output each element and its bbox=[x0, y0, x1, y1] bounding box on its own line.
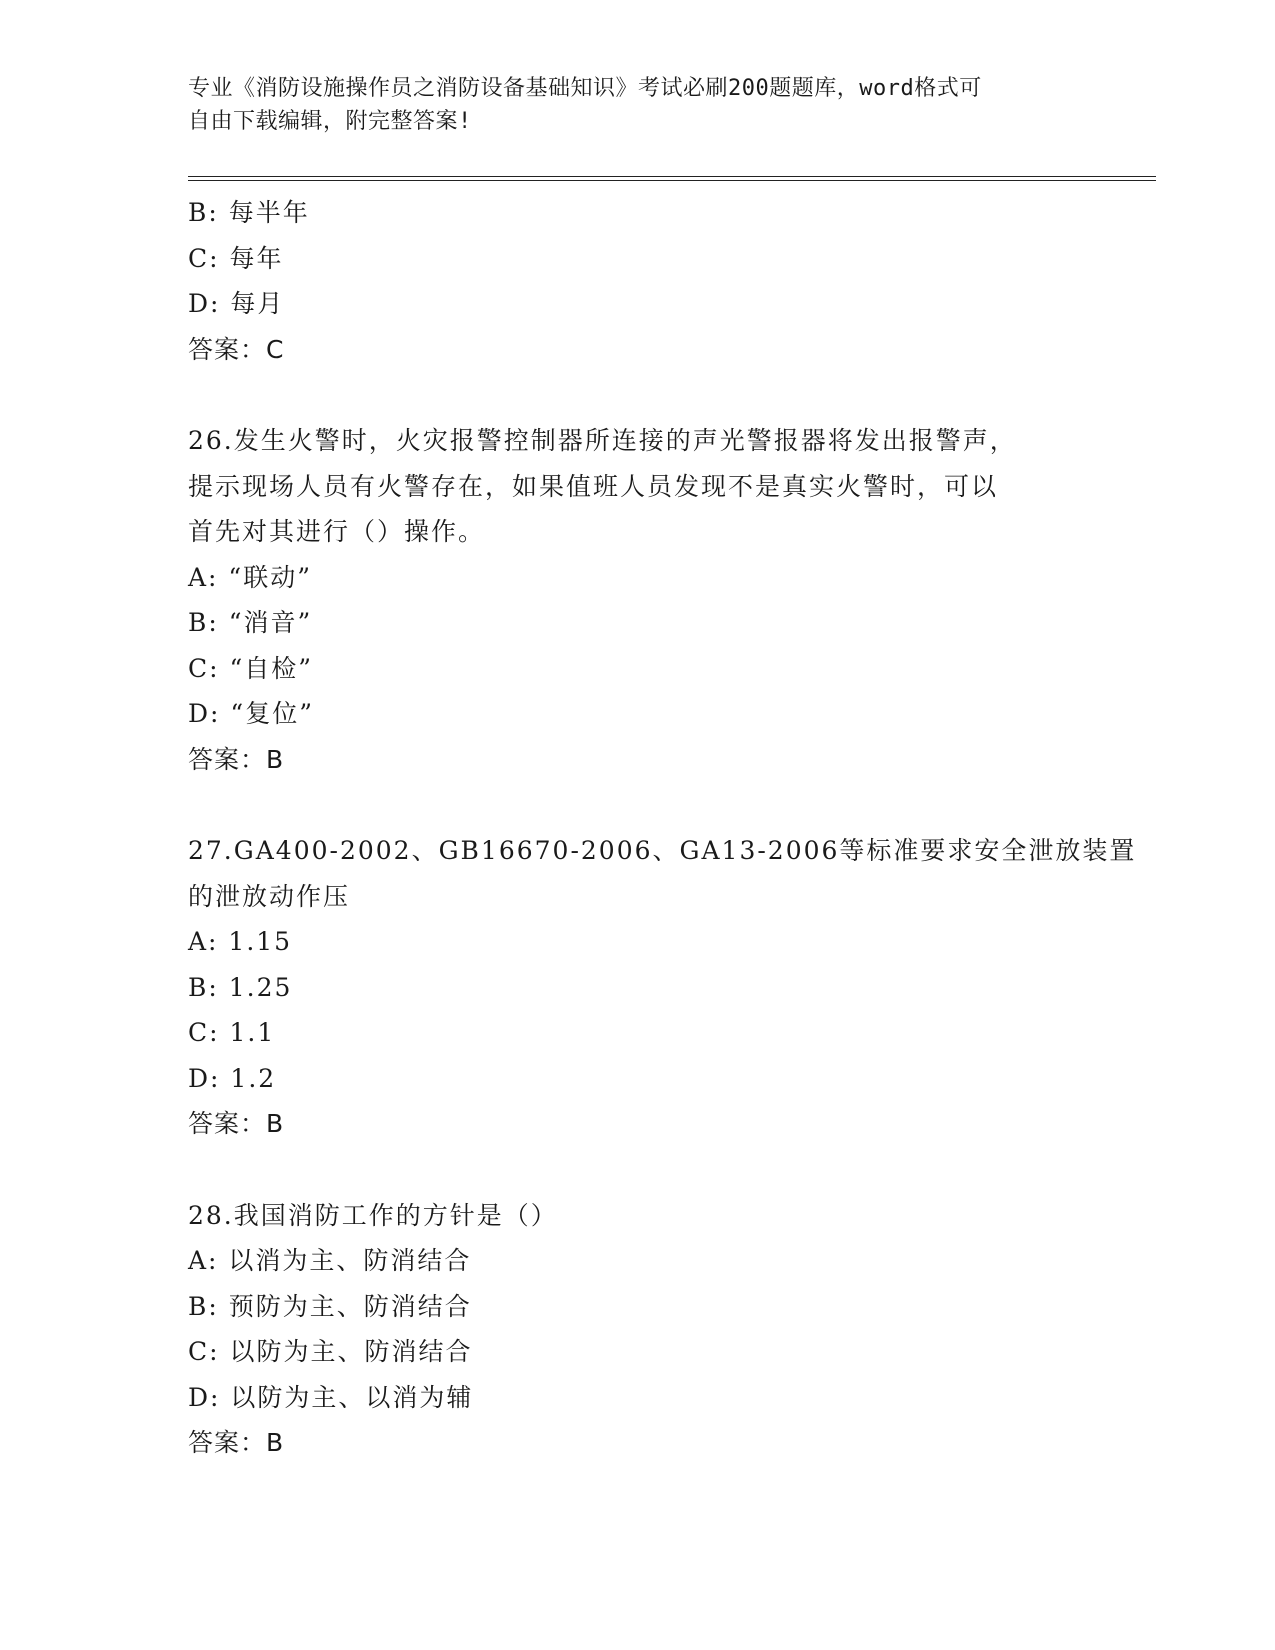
header-line-1: 专业《消防设施操作员之消防设备基础知识》考试必刷200题题库，word格式可 bbox=[188, 76, 982, 101]
question-25-continued bbox=[188, 190, 1088, 372]
option-d: D: 1.2 bbox=[188, 1063, 277, 1093]
question-27 bbox=[188, 828, 1137, 1147]
spacer bbox=[188, 372, 1088, 418]
option-d: D: 以防为主、以消为辅 bbox=[188, 1382, 474, 1412]
question-text-line: 首先对其进行（）操作。 bbox=[188, 517, 486, 546]
question-text-line: 28.我国消防工作的方针是（） bbox=[188, 1200, 558, 1230]
question-text-line: 的泄放动作压 bbox=[188, 881, 351, 911]
spacer bbox=[188, 782, 1088, 828]
answer: 答案：B bbox=[188, 1109, 285, 1138]
answer: 答案：C bbox=[188, 334, 285, 364]
question-28 bbox=[188, 1193, 1088, 1466]
spacer bbox=[188, 1147, 1088, 1193]
question-26 bbox=[188, 418, 1088, 782]
option-b: B: 1.25 bbox=[188, 972, 293, 1002]
option-c: C: 1.1 bbox=[188, 1018, 276, 1047]
question-text-line: 提示现场人员有火警存在，如果值班人员发现不是真实火警时，可以 bbox=[188, 471, 999, 501]
option-b: B: 预防为主、防消结合 bbox=[188, 1291, 472, 1321]
option-a: A: “联动” bbox=[188, 562, 312, 592]
header-line-2: 自由下载编辑，附完整答案! bbox=[188, 109, 472, 134]
option-c: C: 以防为主、防消结合 bbox=[188, 1337, 473, 1366]
document-header bbox=[188, 72, 1068, 138]
document-body bbox=[188, 190, 1137, 1466]
option-a: A: 以消为主、防消结合 bbox=[188, 1246, 472, 1275]
option-c: C: “自检” bbox=[188, 653, 314, 683]
question-text-line: 26.发生火警时，火灾报警控制器所连接的声光警报器将发出报警声， bbox=[188, 426, 1017, 455]
option-d: D: 每月 bbox=[188, 289, 285, 318]
header-divider bbox=[188, 176, 1156, 181]
option-b: B: “消音” bbox=[188, 608, 313, 637]
option-b: B: 每半年 bbox=[188, 198, 310, 227]
option-c: C: 每年 bbox=[188, 243, 284, 273]
answer: 答案：B bbox=[188, 744, 285, 774]
question-text-line: 27.GA400-2002、GB16670-2006、GA13-2006等标准要求安全泄放装置 bbox=[188, 836, 1137, 865]
option-a: A: 1.15 bbox=[188, 927, 293, 956]
option-d: D: “复位” bbox=[188, 699, 314, 728]
answer: 答案：B bbox=[188, 1428, 285, 1457]
